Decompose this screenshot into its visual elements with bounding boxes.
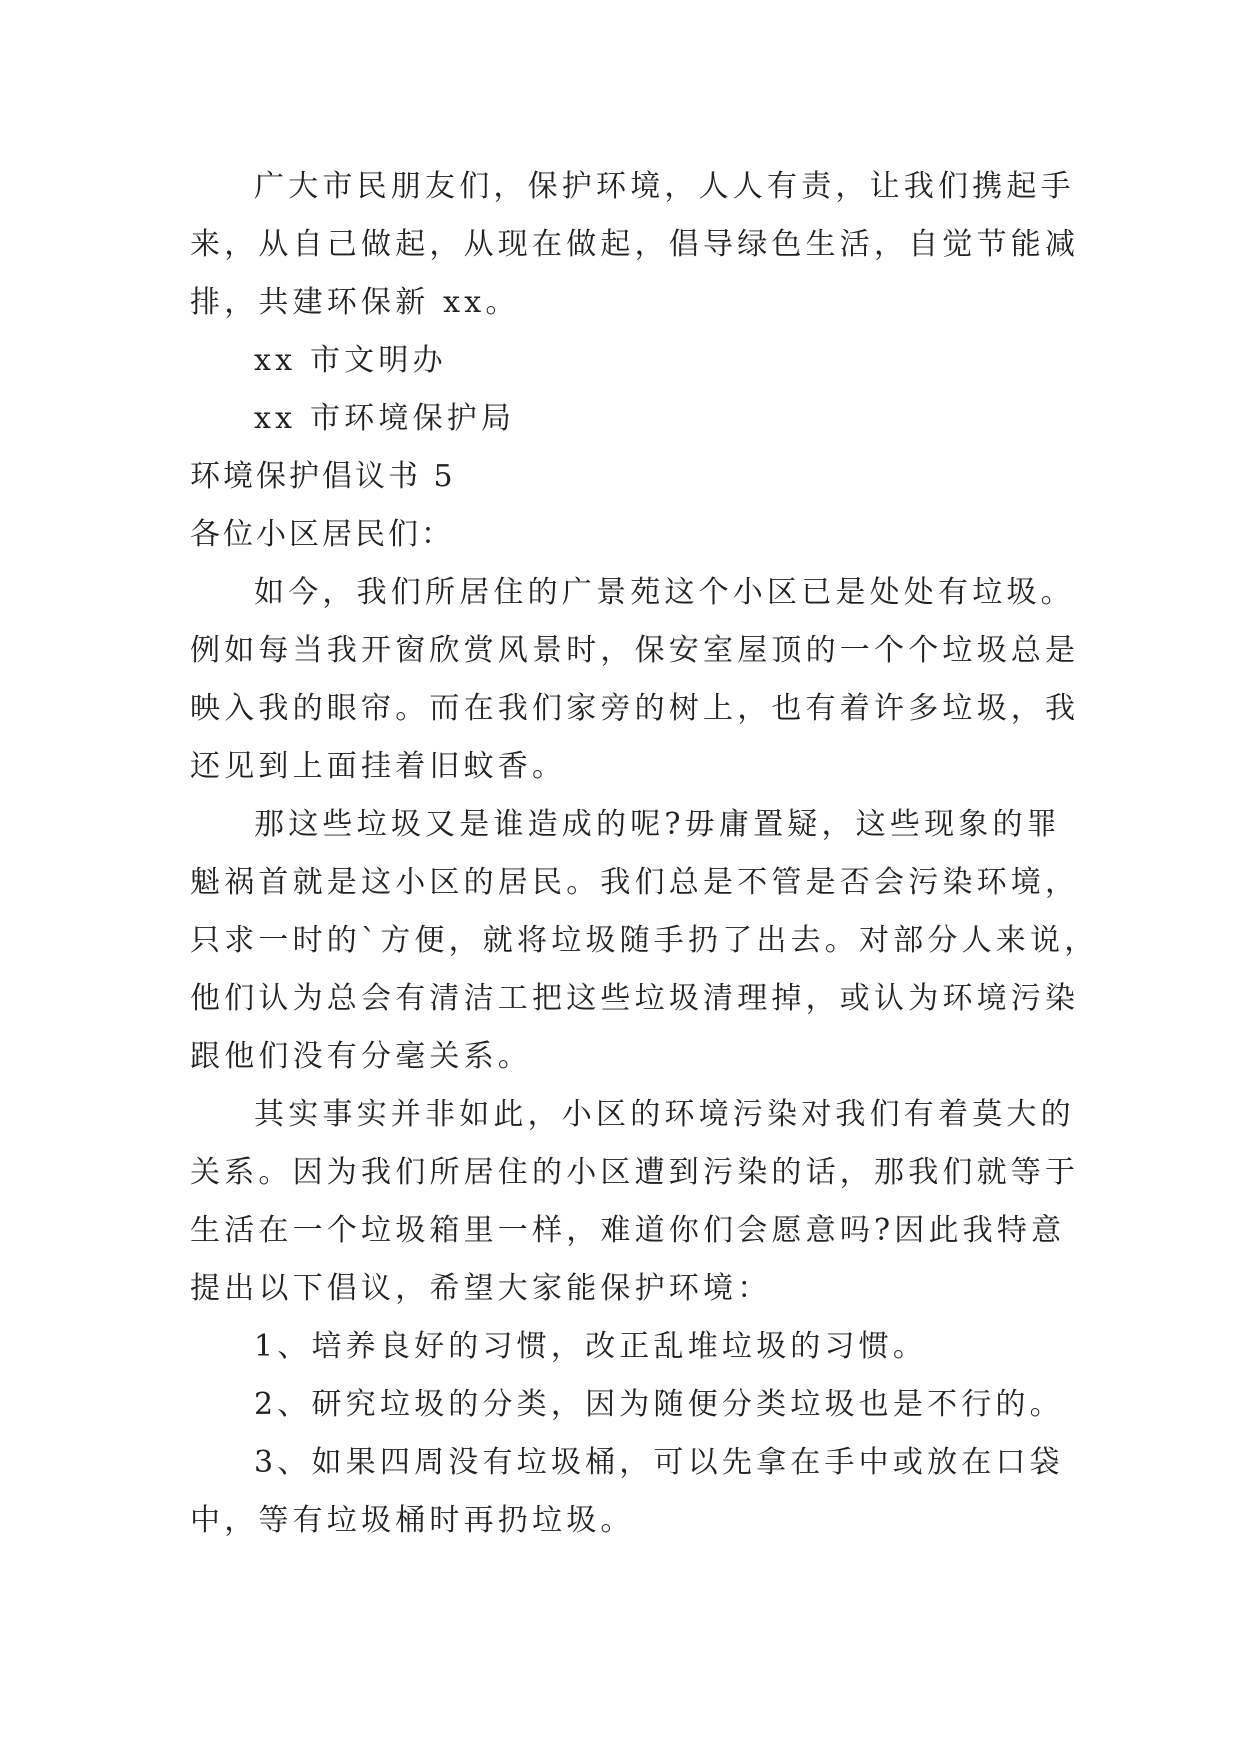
- section-title: 环境保护倡议书 5: [190, 459, 456, 494]
- signature-line: xx 市环境保护局: [254, 401, 516, 436]
- paragraph-line: 那这些垃圾又是谁造成的呢?毋庸置疑，这些现象的罪: [254, 807, 1061, 842]
- proposal-item: 3、如果四周没有垃圾桶，可以先拿在手中或放在口袋: [254, 1445, 1064, 1480]
- proposal-item: 1、培养良好的习惯，改正乱堆垃圾的习惯。: [254, 1329, 928, 1364]
- paragraph-line: 例如每当我开窗欣赏风景时，保安室屋顶的一个个垃圾总是: [190, 633, 1080, 668]
- paragraph-line: 广大市民朋友们，保护环境，人人有责，让我们携起手: [254, 169, 1075, 204]
- paragraph-line: 其实事实并非如此，小区的环境污染对我们有着莫大的: [254, 1097, 1075, 1132]
- document-page: [190, 158, 1099, 1550]
- paragraph-line: 来，从自己做起，从现在做起，倡导绿色生活，自觉节能减: [190, 227, 1080, 262]
- paragraph-1: [190, 564, 1080, 796]
- paragraph-line: 生活在一个垃圾箱里一样，难道你们会愿意吗?因此我特意: [190, 1213, 1066, 1248]
- paragraph-line: 关系。因为我们所居住的小区遭到污染的话，那我们就等于: [190, 1155, 1080, 1190]
- closing-paragraph: [190, 158, 1080, 332]
- proposal-item: 2、研究垃圾的分类，因为随便分类垃圾也是不行的。: [254, 1387, 1064, 1422]
- proposal-item-continuation: 中，等有垃圾桶时再扔垃圾。: [190, 1503, 635, 1538]
- proposal-list: [190, 1318, 1064, 1550]
- paragraph-line: 跟他们没有分毫关系。: [190, 1039, 532, 1074]
- paragraph-line: 排，共建环保新 xx。: [190, 285, 520, 320]
- paragraph-line: 映入我的眼帘。而在我们家旁的树上，也有着许多垃圾，我: [190, 691, 1080, 726]
- paragraph-3: [190, 1086, 1080, 1318]
- paragraph-2: [190, 796, 1099, 1086]
- paragraph-line: 如今，我们所居住的广景苑这个小区已是处处有垃圾。: [254, 575, 1075, 610]
- paragraph-line: 只求一时的`方便，就将垃圾随手扔了出去。对部分人来说，: [190, 923, 1099, 958]
- signature-line: xx 市文明办: [254, 343, 447, 378]
- paragraph-line: 提出以下倡议，希望大家能保护环境：: [190, 1271, 772, 1306]
- signature-block: [190, 332, 1050, 448]
- paragraph-line: 他们认为总会有清洁工把这些垃圾清理掉，或认为环境污染: [190, 981, 1080, 1016]
- salutation: 各位小区居民们：: [190, 517, 454, 552]
- paragraph-line: 还见到上面挂着旧蚊香。: [190, 749, 567, 784]
- paragraph-line: 魁祸首就是这小区的居民。我们总是不管是否会污染环境，: [190, 865, 1080, 900]
